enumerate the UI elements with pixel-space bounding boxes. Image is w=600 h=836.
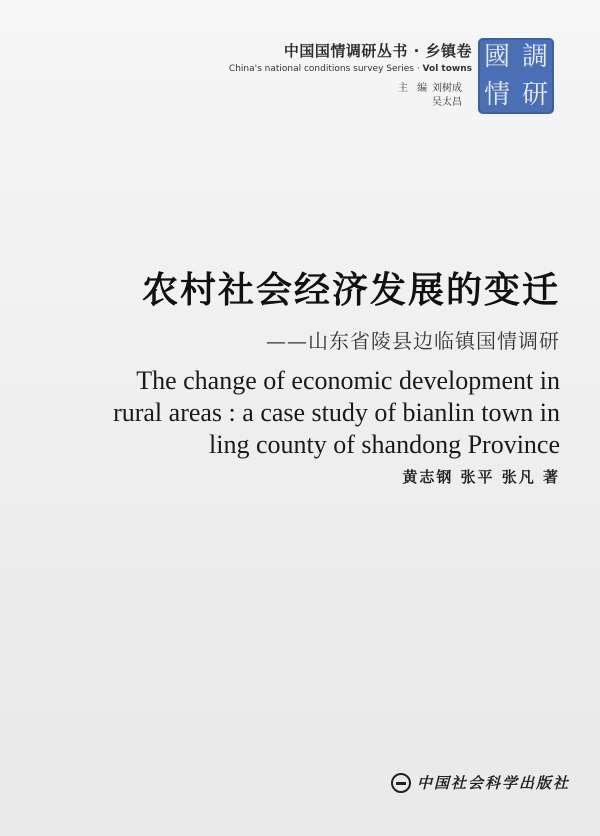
editors-block <box>398 82 488 110</box>
series-name-en-bold: Vol towns <box>422 64 472 74</box>
editor-row-1 <box>398 82 488 96</box>
series-name-en-prefix: China's national conditions survey Series · <box>228 64 423 74</box>
publisher <box>330 772 570 793</box>
book-title-en-line-1: The change of economic development in <box>136 366 560 395</box>
book-title-cn: 农村社会经济发展的变迁 <box>141 269 560 311</box>
seal-char-1: 國 <box>483 42 510 72</box>
series-info <box>212 40 472 74</box>
book-title-en-line-2: rural areas : a case study of bianlin town in <box>113 398 560 427</box>
series-name-en <box>212 64 472 74</box>
book-title-en <box>60 365 560 461</box>
editor-label: 主 编 <box>398 83 431 94</box>
publisher-logo-icon <box>391 773 411 793</box>
editor-name-1: 刘树成 <box>432 83 462 94</box>
seal-char-2: 調 <box>521 42 548 72</box>
seal-char-3: 情 <box>483 80 510 110</box>
seal-char-4: 研 <box>521 80 548 110</box>
editor-name-2: 吴太昌 <box>432 97 462 108</box>
series-name-cn: 中国国情调研丛书 · 乡镇卷 <box>283 42 472 60</box>
book-authors: 黄志钢 张平 张凡 著 <box>402 468 560 486</box>
publisher-name: 中国社会科学出版社 <box>416 774 570 792</box>
seal-icon <box>478 38 554 114</box>
book-title-en-line-3: ling county of shandong Province <box>209 430 560 459</box>
editor-row-2 <box>398 96 488 110</box>
book-subtitle-cn: ——山东省陵县边临镇国情调研 <box>266 329 560 353</box>
editor-label-spacer <box>398 96 432 110</box>
